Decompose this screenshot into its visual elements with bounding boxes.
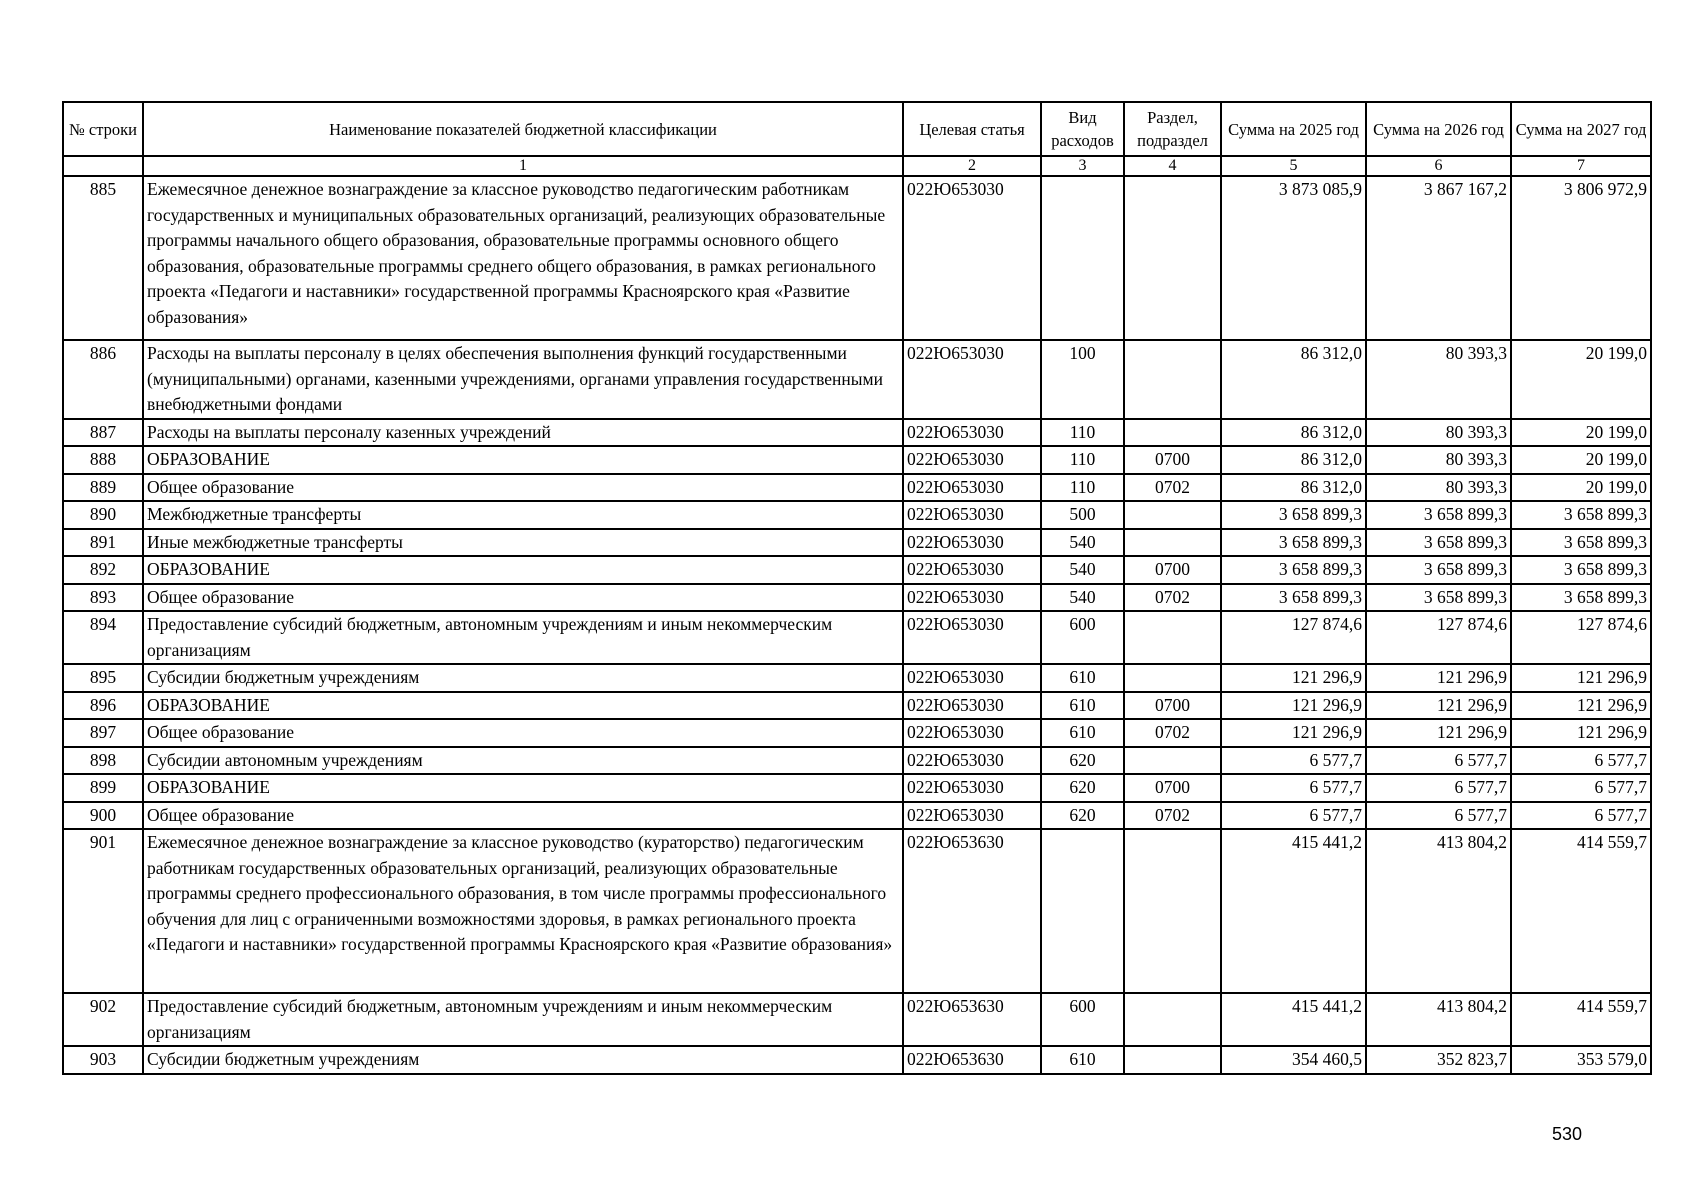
header-sum-2025: Сумма на 2025 год (1221, 102, 1366, 156)
table-row (63, 774, 1651, 802)
indicator-name-cell: Расходы на выплаты персоналу казенных учреждений (143, 419, 903, 447)
section-cell (1124, 747, 1221, 775)
target-article-cell: 022Ю653030 (903, 474, 1041, 502)
expense-type-cell: 500 (1041, 501, 1124, 529)
sum-2026-cell: 3 658 899,3 (1366, 529, 1511, 557)
section-cell (1124, 993, 1221, 1046)
row-number-cell: 887 (63, 419, 143, 447)
section-cell (1124, 829, 1221, 993)
section-cell: 0700 (1124, 556, 1221, 584)
sum-2027-cell: 20 199,0 (1511, 474, 1651, 502)
sum-2025-cell: 6 577,7 (1221, 774, 1366, 802)
expense-type-cell: 610 (1041, 1046, 1124, 1074)
sum-2025-cell: 6 577,7 (1221, 747, 1366, 775)
column-number: 2 (903, 156, 1041, 176)
sum-2027-cell: 414 559,7 (1511, 993, 1651, 1046)
sum-2025-cell: 121 296,9 (1221, 719, 1366, 747)
sum-2025-cell: 6 577,7 (1221, 802, 1366, 830)
table-row (63, 692, 1651, 720)
sum-2027-cell: 3 806 972,9 (1511, 176, 1651, 340)
sum-2026-cell: 3 658 899,3 (1366, 584, 1511, 612)
sum-2027-cell: 3 658 899,3 (1511, 556, 1651, 584)
expense-type-cell: 110 (1041, 419, 1124, 447)
target-article-cell: 022Ю653030 (903, 176, 1041, 340)
indicator-name-cell: Общее образование (143, 802, 903, 830)
sum-2025-cell: 3 658 899,3 (1221, 556, 1366, 584)
sum-2025-cell: 3 658 899,3 (1221, 501, 1366, 529)
table-body (63, 176, 1651, 1074)
sum-2025-cell: 86 312,0 (1221, 474, 1366, 502)
target-article-cell: 022Ю653030 (903, 719, 1041, 747)
header-section: Раздел, подраздел (1124, 102, 1221, 156)
row-number-cell: 897 (63, 719, 143, 747)
indicator-name-cell: Субсидии автономным учреждениям (143, 747, 903, 775)
section-cell: 0700 (1124, 692, 1221, 720)
expense-type-cell: 620 (1041, 774, 1124, 802)
sum-2026-cell: 413 804,2 (1366, 829, 1511, 993)
row-number-cell: 889 (63, 474, 143, 502)
column-number-row (63, 156, 1651, 176)
row-number-cell: 894 (63, 611, 143, 664)
section-cell: 0702 (1124, 802, 1221, 830)
row-number-cell: 895 (63, 664, 143, 692)
sum-2025-cell: 86 312,0 (1221, 340, 1366, 419)
indicator-name-cell: ОБРАЗОВАНИЕ (143, 446, 903, 474)
row-number-cell: 903 (63, 1046, 143, 1074)
expense-type-cell: 540 (1041, 584, 1124, 612)
sum-2026-cell: 80 393,3 (1366, 446, 1511, 474)
table-row (63, 993, 1651, 1046)
sum-2026-cell: 6 577,7 (1366, 774, 1511, 802)
target-article-cell: 022Ю653630 (903, 1046, 1041, 1074)
sum-2027-cell: 127 874,6 (1511, 611, 1651, 664)
sum-2026-cell: 80 393,3 (1366, 474, 1511, 502)
sum-2026-cell: 3 867 167,2 (1366, 176, 1511, 340)
sum-2026-cell: 80 393,3 (1366, 419, 1511, 447)
section-cell (1124, 419, 1221, 447)
section-cell (1124, 1046, 1221, 1074)
indicator-name-cell: Субсидии бюджетным учреждениям (143, 1046, 903, 1074)
section-cell (1124, 340, 1221, 419)
header-sum-2027: Сумма на 2027 год (1511, 102, 1651, 156)
indicator-name-cell: ОБРАЗОВАНИЕ (143, 692, 903, 720)
sum-2025-cell: 86 312,0 (1221, 446, 1366, 474)
expense-type-cell: 100 (1041, 340, 1124, 419)
header-indicator-name: Наименование показателей бюджетной классификации (143, 102, 903, 156)
sum-2026-cell: 6 577,7 (1366, 747, 1511, 775)
table-row (63, 419, 1651, 447)
row-number-cell: 901 (63, 829, 143, 993)
sum-2025-cell: 121 296,9 (1221, 692, 1366, 720)
indicator-name-cell: Субсидии бюджетным учреждениям (143, 664, 903, 692)
table-row (63, 501, 1651, 529)
expense-type-cell: 620 (1041, 802, 1124, 830)
expense-type-cell: 610 (1041, 692, 1124, 720)
sum-2026-cell: 3 658 899,3 (1366, 501, 1511, 529)
column-number: 4 (1124, 156, 1221, 176)
sum-2026-cell: 121 296,9 (1366, 692, 1511, 720)
expense-type-cell: 110 (1041, 446, 1124, 474)
table-row (63, 747, 1651, 775)
sum-2026-cell: 127 874,6 (1366, 611, 1511, 664)
indicator-name-cell: Ежемесячное денежное вознаграждение за классное руководство (кураторство) педагогическим работникам государственных образовательных организаций, реализующих образовательные программы среднего профессионального образования, в том числе программы профессионального обучения для лиц с ограниченными возможностями здоровья, в рамках регионального проекта «Педагоги и наставники» государственной программы Красноярского края «Развитие образования» (143, 829, 903, 993)
target-article-cell: 022Ю653030 (903, 340, 1041, 419)
indicator-name-cell: ОБРАЗОВАНИЕ (143, 774, 903, 802)
table-row (63, 719, 1651, 747)
table-row (63, 664, 1651, 692)
sum-2027-cell: 121 296,9 (1511, 664, 1651, 692)
indicator-name-cell: ОБРАЗОВАНИЕ (143, 556, 903, 584)
sum-2025-cell: 86 312,0 (1221, 419, 1366, 447)
budget-table (62, 101, 1652, 1075)
expense-type-cell: 110 (1041, 474, 1124, 502)
sum-2027-cell: 20 199,0 (1511, 340, 1651, 419)
row-number-cell: 886 (63, 340, 143, 419)
header-target-article: Целевая статья (903, 102, 1041, 156)
page-number: 530 (1552, 1124, 1583, 1144)
sum-2027-cell: 6 577,7 (1511, 802, 1651, 830)
sum-2026-cell: 352 823,7 (1366, 1046, 1511, 1074)
sum-2027-cell: 121 296,9 (1511, 692, 1651, 720)
column-number: 5 (1221, 156, 1366, 176)
row-number-cell: 902 (63, 993, 143, 1046)
sum-2027-cell: 353 579,0 (1511, 1046, 1651, 1074)
target-article-cell: 022Ю653030 (903, 747, 1041, 775)
row-number-cell: 891 (63, 529, 143, 557)
expense-type-cell: 610 (1041, 719, 1124, 747)
column-number: 7 (1511, 156, 1651, 176)
indicator-name-cell: Общее образование (143, 584, 903, 612)
indicator-name-cell: Расходы на выплаты персоналу в целях обеспечения выполнения функций государственными (муниципальными) органами, казенными учреждениями, органами управления государственными внебюджетными фондами (143, 340, 903, 419)
row-number-cell: 900 (63, 802, 143, 830)
sum-2025-cell: 415 441,2 (1221, 993, 1366, 1046)
expense-type-cell: 540 (1041, 529, 1124, 557)
row-number-cell: 896 (63, 692, 143, 720)
header-row-number: № строки (63, 102, 143, 156)
table-row (63, 584, 1651, 612)
target-article-cell: 022Ю653630 (903, 829, 1041, 993)
expense-type-cell (1041, 176, 1124, 340)
sum-2025-cell: 415 441,2 (1221, 829, 1366, 993)
section-cell (1124, 529, 1221, 557)
table-row (63, 176, 1651, 340)
indicator-name-cell: Общее образование (143, 474, 903, 502)
indicator-name-cell: Общее образование (143, 719, 903, 747)
sum-2025-cell: 354 460,5 (1221, 1046, 1366, 1074)
table-row (63, 474, 1651, 502)
section-cell (1124, 664, 1221, 692)
sum-2027-cell: 6 577,7 (1511, 747, 1651, 775)
sum-2026-cell: 121 296,9 (1366, 719, 1511, 747)
target-article-cell: 022Ю653030 (903, 501, 1041, 529)
section-cell: 0702 (1124, 584, 1221, 612)
expense-type-cell (1041, 829, 1124, 993)
indicator-name-cell: Межбюджетные трансферты (143, 501, 903, 529)
sum-2025-cell: 3 658 899,3 (1221, 529, 1366, 557)
target-article-cell: 022Ю653030 (903, 529, 1041, 557)
sum-2025-cell: 121 296,9 (1221, 664, 1366, 692)
section-cell: 0702 (1124, 474, 1221, 502)
row-number-cell: 888 (63, 446, 143, 474)
column-number: 3 (1041, 156, 1124, 176)
target-article-cell: 022Ю653630 (903, 993, 1041, 1046)
target-article-cell: 022Ю653030 (903, 419, 1041, 447)
row-number-cell: 890 (63, 501, 143, 529)
section-cell (1124, 501, 1221, 529)
row-number-cell: 898 (63, 747, 143, 775)
expense-type-cell: 600 (1041, 993, 1124, 1046)
target-article-cell: 022Ю653030 (903, 774, 1041, 802)
sum-2025-cell: 3 873 085,9 (1221, 176, 1366, 340)
sum-2027-cell: 3 658 899,3 (1511, 501, 1651, 529)
section-cell (1124, 611, 1221, 664)
section-cell: 0700 (1124, 446, 1221, 474)
table-row (63, 446, 1651, 474)
sum-2025-cell: 127 874,6 (1221, 611, 1366, 664)
row-number-cell: 892 (63, 556, 143, 584)
section-cell: 0700 (1124, 774, 1221, 802)
indicator-name-cell: Иные межбюджетные трансферты (143, 529, 903, 557)
header-sum-2026: Сумма на 2026 год (1366, 102, 1511, 156)
target-article-cell: 022Ю653030 (903, 584, 1041, 612)
expense-type-cell: 540 (1041, 556, 1124, 584)
expense-type-cell: 600 (1041, 611, 1124, 664)
expense-type-cell: 620 (1041, 747, 1124, 775)
target-article-cell: 022Ю653030 (903, 692, 1041, 720)
sum-2026-cell: 6 577,7 (1366, 802, 1511, 830)
table-row (63, 802, 1651, 830)
section-cell (1124, 176, 1221, 340)
sum-2026-cell: 121 296,9 (1366, 664, 1511, 692)
row-number-cell: 885 (63, 176, 143, 340)
table-row (63, 1046, 1651, 1074)
sum-2027-cell: 3 658 899,3 (1511, 529, 1651, 557)
indicator-name-cell: Ежемесячное денежное вознаграждение за классное руководство педагогическим работникам государственных и муниципальных образовательных организаций, реализующих образовательные программы начального общего образования, образовательные программы основного общего образования, образовательные программы среднего общего образования, в рамках регионального проекта «Педагоги и наставники» государственной программы Красноярского края «Развитие образования» (143, 176, 903, 340)
target-article-cell: 022Ю653030 (903, 664, 1041, 692)
target-article-cell: 022Ю653030 (903, 446, 1041, 474)
sum-2027-cell: 20 199,0 (1511, 446, 1651, 474)
target-article-cell: 022Ю653030 (903, 611, 1041, 664)
sum-2026-cell: 80 393,3 (1366, 340, 1511, 419)
sum-2025-cell: 3 658 899,3 (1221, 584, 1366, 612)
sum-2026-cell: 3 658 899,3 (1366, 556, 1511, 584)
table-row (63, 829, 1651, 993)
row-number-cell: 893 (63, 584, 143, 612)
sum-2027-cell: 121 296,9 (1511, 719, 1651, 747)
sum-2026-cell: 413 804,2 (1366, 993, 1511, 1046)
target-article-cell: 022Ю653030 (903, 802, 1041, 830)
column-number (63, 156, 143, 176)
row-number-cell: 899 (63, 774, 143, 802)
sum-2027-cell: 3 658 899,3 (1511, 584, 1651, 612)
table-row (63, 529, 1651, 557)
indicator-name-cell: Предоставление субсидий бюджетным, автономным учреждениям и иным некоммерческим организациям (143, 611, 903, 664)
table-row (63, 556, 1651, 584)
header-expense-type: Вид расходов (1041, 102, 1124, 156)
sum-2027-cell: 20 199,0 (1511, 419, 1651, 447)
indicator-name-cell: Предоставление субсидий бюджетным, автономным учреждениям и иным некоммерческим организациям (143, 993, 903, 1046)
target-article-cell: 022Ю653030 (903, 556, 1041, 584)
table-row (63, 340, 1651, 419)
section-cell: 0702 (1124, 719, 1221, 747)
table-row (63, 611, 1651, 664)
sum-2027-cell: 6 577,7 (1511, 774, 1651, 802)
column-number: 1 (143, 156, 903, 176)
sum-2027-cell: 414 559,7 (1511, 829, 1651, 993)
budget-table-sheet (62, 101, 1650, 1075)
table-header-row (63, 102, 1651, 156)
expense-type-cell: 610 (1041, 664, 1124, 692)
column-number: 6 (1366, 156, 1511, 176)
